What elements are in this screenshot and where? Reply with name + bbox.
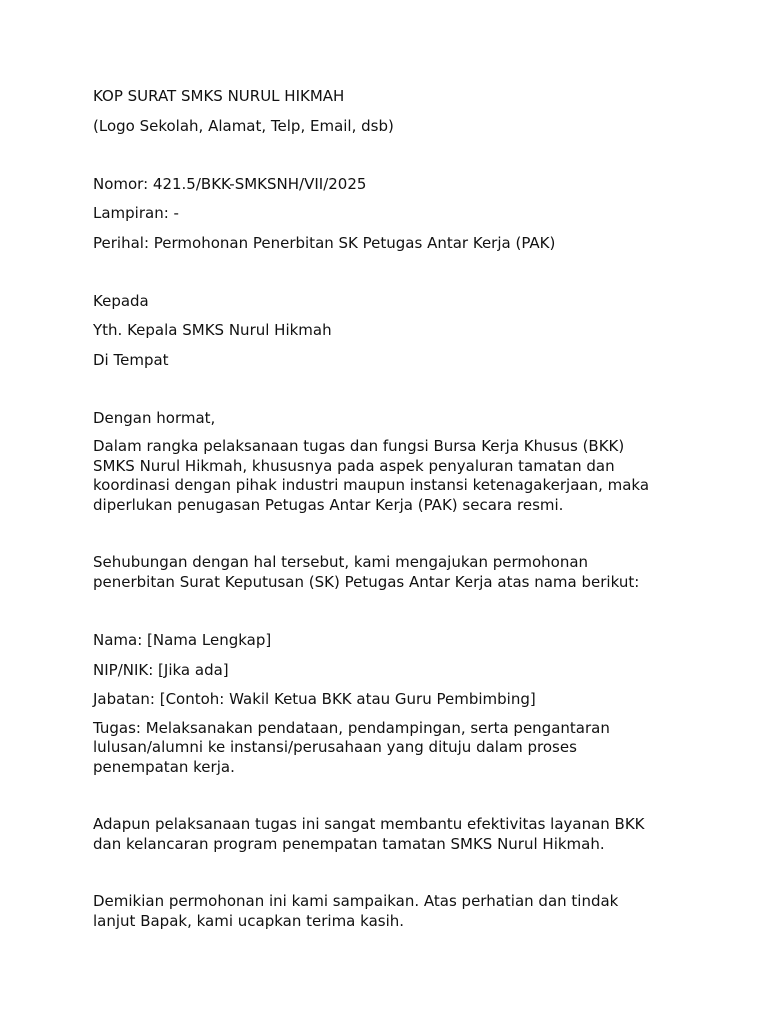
paragraph-line: penerbitan Surat Keputusan (SK) Petugas Antar Kerja atas nama berikut: [93, 572, 640, 591]
letterhead-title: KOP SURAT SMKS NURUL HIKMAH [93, 87, 345, 105]
paragraph-intro [93, 437, 678, 515]
detail-position: Jabatan: [Contoh: Wakil Ketua BKK atau Guru Pembimbing] [93, 690, 536, 708]
paragraph-line: SMKS Nurul Hikmah, khususnya pada aspek penyaluran tamatan dan [93, 456, 615, 475]
paragraph-line: lulusan/alumni ke instansi/perusahaan yang dituju dalam proses [93, 738, 577, 756]
detail-name: Nama: [Nama Lengkap] [93, 631, 272, 649]
paragraph-line: Dalam rangka pelaksanaan tugas dan fungsi Bursa Kerja Khusus (BKK) [93, 437, 625, 455]
letter-number: Nomor: 421.5/BKK-SMKSNH/VII/2025 [93, 174, 367, 193]
recipient-to: Kepada [93, 291, 149, 310]
paragraph-line: dan kelancaran program penempatan tamatan SMKS Nurul Hikmah. [93, 834, 605, 853]
letter-subject: Perihal: Permohonan Penerbitan SK Petugas Antar Kerja (PAK) [93, 233, 556, 252]
recipient-place: Di Tempat [93, 350, 169, 369]
paragraph-closing [93, 892, 678, 931]
paragraph-line: koordinasi dengan pihak industri maupun instansi ketenagakerjaan, maka [93, 476, 650, 494]
paragraph-line: diperlukan penugasan Petugas Antar Kerja (PAK) secara resmi. [93, 495, 564, 514]
paragraph-line: penempatan kerja. [93, 757, 235, 776]
paragraph-line: Demikian permohonan ini kami sampaikan. Atas perhatian dan tindak [93, 892, 619, 910]
salutation: Dengan hormat, [93, 408, 216, 427]
paragraph-benefit [93, 815, 678, 854]
letter-attachment: Lampiran: - [93, 204, 179, 222]
paragraph-line: Tugas: Melaksanakan pendataan, pendampingan, serta pengantaran [93, 718, 610, 737]
paragraph-request [93, 553, 678, 592]
paragraph-line: Sehubungan dengan hal tersebut, kami mengajukan permohonan [93, 553, 589, 571]
detail-duties [93, 719, 678, 778]
paragraph-line: lanjut Bapak, kami ucapkan terima kasih. [93, 911, 405, 930]
letterhead-subtitle: (Logo Sekolah, Alamat, Telp, Email, dsb) [93, 116, 394, 135]
paragraph-line: Adapun pelaksanaan tugas ini sangat membantu efektivitas layanan BKK [93, 815, 645, 833]
letter [93, 86, 678, 931]
recipient-name: Yth. Kepala SMKS Nurul Hikmah [93, 321, 332, 339]
detail-nip: NIP/NIK: [Jika ada] [93, 660, 229, 679]
